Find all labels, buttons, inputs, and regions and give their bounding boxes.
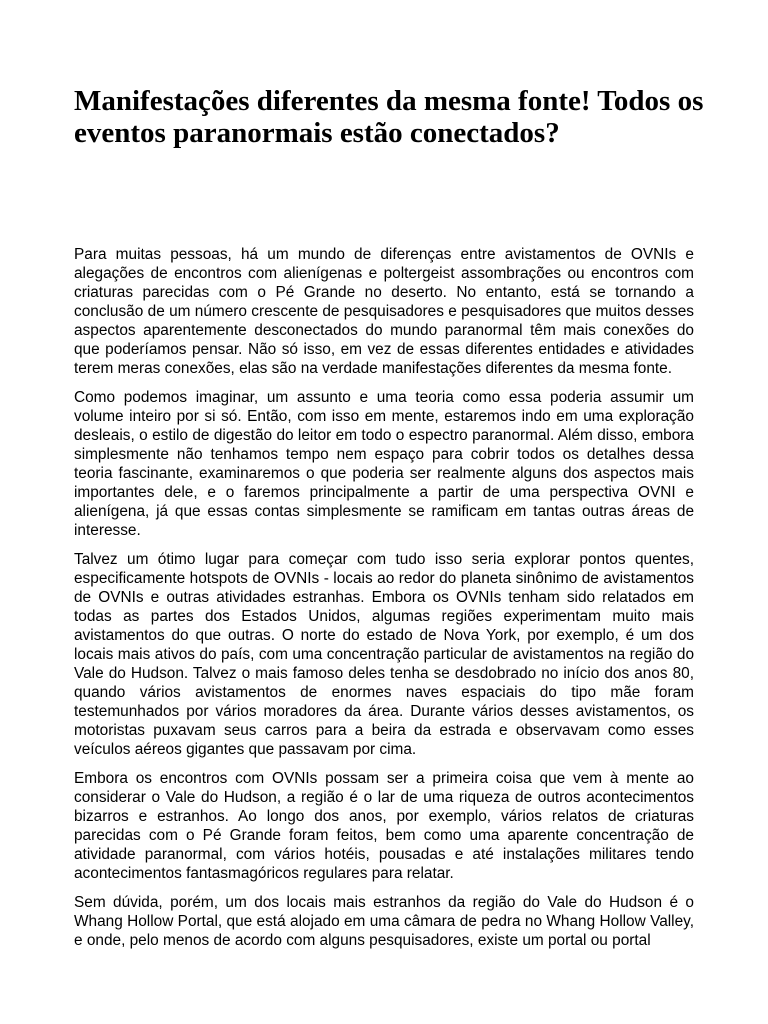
paragraph-1: Para muitas pessoas, há um mundo de diferenças entre avistamentos de OVNIs e alegações de encontros com alienígenas e poltergeist assombrações ou encontros com criaturas parecidas com o Pé Grande no deserto. No entanto, está se tornando a conclusão de um número crescente de pesquisadores e pesquisadores que muitos desses aspectos aparentemente desconectados do mundo paranormal têm mais conexões do que poderíamos pensar. Não só isso, em vez de essas diferentes entidades e atividades terem meras conexões, elas são na verdade manifestações diferentes da mesma fonte. xyxy=(74,246,694,377)
paragraph-3: Talvez um ótimo lugar para começar com tudo isso seria explorar pontos quentes, especificamente hotspots de OVNIs - locais ao redor do planeta sinônimo de avistamentos de OVNIs e outras atividades estranhas. Embora os OVNIs tenham sido relatados em todas as partes dos Estados Unidos, algumas regiões experimentam muito mais avistamentos do que outras. O norte do estado de Nova York, por exemplo, é um dos locais mais ativos do país, com uma concentração particular de avistamentos na região do Vale do Hudson. Talvez o mais famoso deles tenha se desdobrado no início dos anos 80, quando vários avistamentos de enormes naves espaciais do tipo mãe foram testemunhados por vários moradores da área. Durante vários desses avistamentos, os motoristas puxavam seus carros para a beira da estrada e observavam como esses veículos aéreos gigantes que passavam por cima. xyxy=(74,551,694,758)
document-title: Manifestações diferentes da mesma fonte! Todos os eventos paranormais estão conectados? xyxy=(74,85,704,149)
paragraph-4: Embora os encontros com OVNIs possam ser a primeira coisa que vem à mente ao considerar o Vale do Hudson, a região é o lar de uma riqueza de outros acontecimentos bizarros e estranhos. Ao longo dos anos, por exemplo, vários relatos de criaturas parecidas com o Pé Grande foram feitos, bem como uma aparente concentração de atividade paranormal, com vários hotéis, pousadas e até instalações militares tendo acontecimentos fantasmagóricos regulares para relatar. xyxy=(74,770,694,882)
document-body xyxy=(74,245,694,960)
paragraph-2: Como podemos imaginar, um assunto e uma teoria como essa poderia assumir um volume inteiro por si só. Então, com isso em mente, estaremos indo em uma exploração desleais, o estilo de digestão do leitor em todo o espectro paranormal. Além disso, embora simplesmente não tenhamos tempo nem espaço para cobrir todos os detalhes dessa teoria fascinante, examinaremos o que poderia ser realmente alguns dos aspectos mais importantes dele, e o faremos principalmente a partir de uma perspectiva OVNI e alienígena, já que essas contas simplesmente se ramificam em tantas outras áreas de interesse. xyxy=(74,389,694,539)
paragraph-5: Sem dúvida, porém, um dos locais mais estranhos da região do Vale do Hudson é o Whang Hollow Portal, que está alojado em uma câmara de pedra no Whang Hollow Valley, e onde, pelo menos de acordo com alguns pesquisadores, existe um portal ou portal xyxy=(74,894,694,949)
